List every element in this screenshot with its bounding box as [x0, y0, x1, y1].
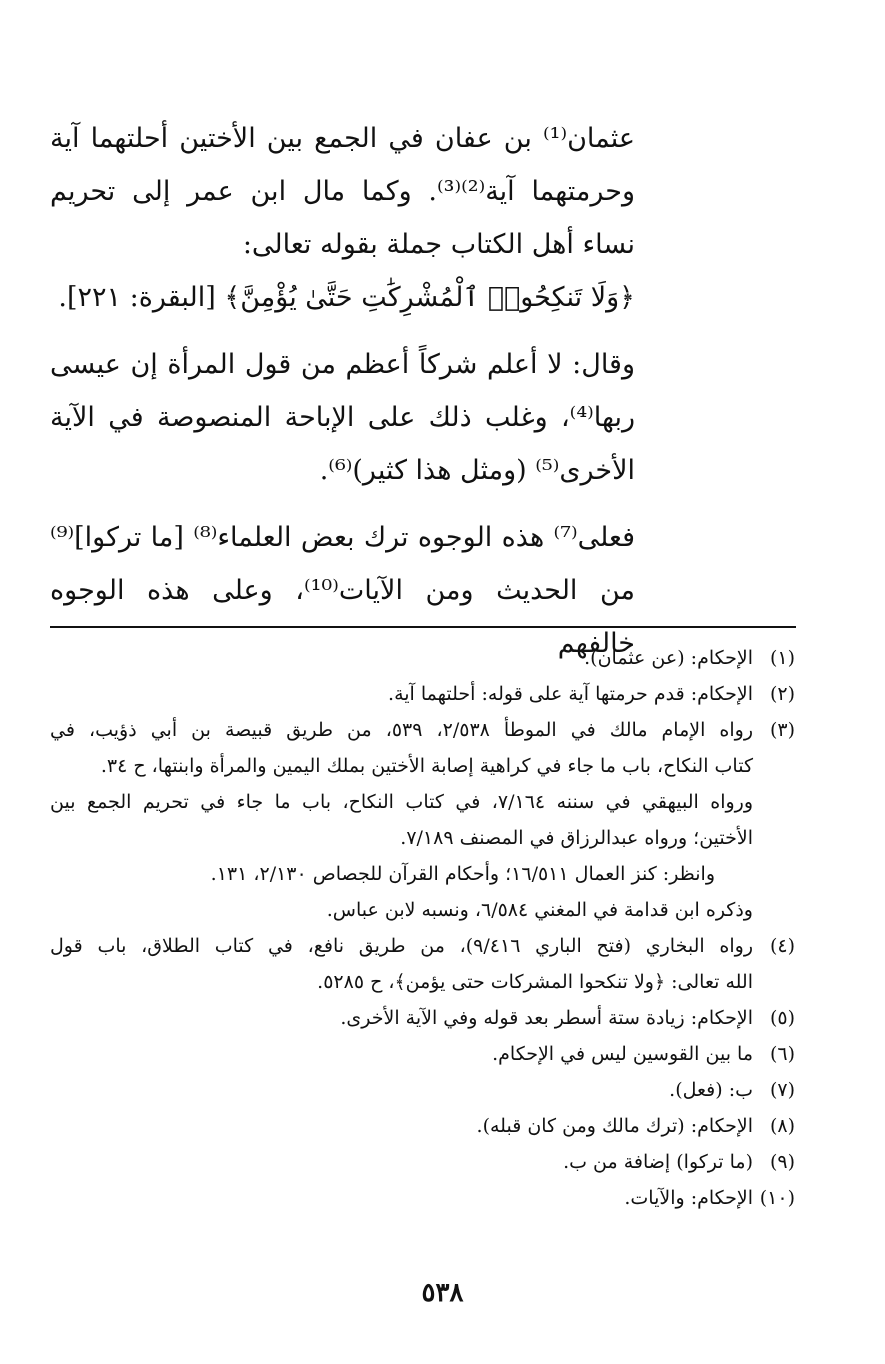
footnote-6 [50, 1036, 795, 1072]
footnote-number: (٣) [769, 719, 795, 741]
footnote-text: ب: (فعل). [669, 1079, 753, 1101]
quran-verse: ﴿وَلَا تَنكِحُوا۟ ٱلْمُشْرِكَٰتِ حَتَّىٰ يُؤْمِنَّ﴾ [البقرة: ٢٢١]. [58, 282, 635, 313]
footnote-number: (٧) [769, 1079, 795, 1101]
footnote-text: وانظر: كنز العمال ١٦/٥١١؛ وأحكام القرآن للجصاص ٢/١٣٠، ١٣١. [210, 863, 715, 885]
footnote-1 [50, 640, 795, 676]
footnote-text: رواه الإمام مالك في الموطأ ٢/٥٣٨، ٥٣٩، من طريق قبيصة بن أبي ذؤيب، في [50, 719, 754, 741]
footnote-number: (٩) [769, 1151, 795, 1173]
footnote-text: رواه البخاري (فتح الباري ٩/٤١٦)، من طريق نافع، في كتاب الطلاق، باب قول [50, 935, 753, 957]
footnote-number: (١) [769, 647, 795, 669]
main-text [50, 112, 635, 670]
footnote-text: الإحكام: (ترك مالك ومن كان قبله). [476, 1115, 753, 1137]
footnote-text: الله تعالى: ﴿ولا تنكحوا المشركات حتى يؤمن﴾، ح ٥٢٨٥. [317, 971, 753, 993]
footnote-number: (٤) [769, 935, 795, 957]
footnote-text: الأختين؛ ورواه عبدالرزاق في المصنف ٧/١٨٩. [400, 827, 753, 849]
footnote-2 [50, 676, 795, 712]
footnote-number: (٥) [769, 1007, 795, 1029]
footnote-text: ما بين القوسين ليس في الإحكام. [492, 1043, 753, 1065]
footnote-text: كتاب النكاح، باب ما جاء في كراهية إصابة الأختين بملك اليمين والمرأة وابنتها، ح ٣٤. [100, 755, 753, 777]
footnote-7 [50, 1072, 795, 1108]
footnote-text: الإحكام: زيادة ستة أسطر بعد قوله وفي الآية الأخرى. [340, 1007, 753, 1029]
footnote-number: (٨) [769, 1115, 795, 1137]
footnote-text: الإحكام: قدم حرمتها آية على قوله: أحلتهما آية. [388, 683, 753, 705]
footnote-text: الإحكام: والآيات. [624, 1187, 753, 1209]
main-paragraph-3: فعلى⁽⁷⁾ هذه الوجوه ترك بعض العلماء⁽⁸⁾ [ما تركوا]⁽⁹⁾ من الحديث ومن الآيات⁽¹⁰⁾، وعلى هذه الوجوه خالفهم [50, 522, 635, 659]
footnote-number: (١٠) [759, 1187, 795, 1209]
footnote-text: الإحكام: (عن عثمان). [584, 647, 753, 669]
main-paragraph-1: عثمان⁽¹⁾ بن عفان في الجمع بين الأختين أحلتهما آية وحرمتهما آية⁽²⁾⁽³⁾. وكما مال ابن عمر إلى تحريم نساء أهل الكتاب جملة بقوله تعالى: [50, 123, 635, 260]
main-paragraph-2: وقال: لا أعلم شركاً أعظم من قول المرأة إن عيسى ربها⁽⁴⁾، وغلب ذلك على الإباحة المنصوصة في الآية الأخرى⁽⁵⁾ (ومثل هذا كثير)⁽⁶⁾. [50, 349, 635, 486]
footnote-3 [50, 712, 795, 928]
page-number: ٥٣٨ [421, 1278, 464, 1308]
footnote-9 [50, 1144, 795, 1180]
footnote-number: (٢) [769, 683, 795, 705]
footnote-5 [50, 1000, 795, 1036]
footnote-number: (٦) [769, 1043, 795, 1065]
footnote-8 [50, 1108, 795, 1144]
footnote-10 [50, 1180, 795, 1216]
footnote-4 [50, 928, 795, 1000]
footnote-text: ورواه البيهقي في سننه ٧/١٦٤، في كتاب النكاح، باب ما جاء في تحريم الجمع بين [50, 791, 753, 813]
footnote-divider [50, 626, 796, 628]
footnote-text: (ما تركوا) إضافة من ب. [563, 1151, 753, 1173]
footnotes [50, 640, 795, 1216]
footnote-text: وذكره ابن قدامة في المغني ٦/٥٨٤، ونسبه لابن عباس. [326, 899, 753, 921]
